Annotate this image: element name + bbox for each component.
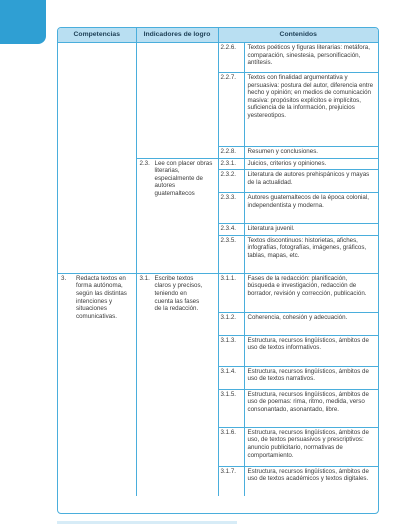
- contenido-num: 3.1.6.: [218, 427, 244, 466]
- indicador-text: Escribe textos claros y precisos, teniendo en cuenta las fases de la redacción.: [154, 274, 203, 313]
- contenido-text: Estructura, recursos lingüísticos, ámbitos de uso de textos informativos.: [244, 335, 378, 366]
- contenido-text: Literatura de autores prehispánicos y mayas de la actualidad.: [244, 170, 378, 193]
- contenido-text: Estructura, recursos lingüísticos, ámbitos de uso de poemas: rima, ritmo, medida, verso consonantado, asonantado, libre.: [244, 389, 378, 427]
- indicador-3-1-cell: [136, 273, 218, 496]
- contenido-num: 2.3.1.: [218, 158, 244, 170]
- contenido-text: Estructura, recursos lingüísticos, ámbitos de uso, de textos persuasivos y prescriptivos: anuncio publicitario, normativas de comportamiento.: [244, 427, 378, 466]
- contenido-num: 3.1.1.: [218, 273, 244, 312]
- contenido-num: 3.1.7.: [218, 466, 244, 496]
- competencia-cell-empty: [58, 43, 136, 274]
- contenido-text: Textos discontinuos: historietas, afiches, infografías, fotografías, imágenes, gráficos, tablas, mapas, etc.: [244, 235, 378, 273]
- contenido-num: 2.3.3.: [218, 193, 244, 224]
- contenido-text: Estructura, recursos lingüísticos, ámbitos de uso de textos narrativos.: [244, 366, 378, 389]
- contenido-num: 2.3.5.: [218, 235, 244, 273]
- header-competencias: Competencias: [58, 28, 136, 43]
- contenido-text: Fases de la redacción: planificación, búsqueda e investigación, redacción de borrador, revisión y corrección, publicación.: [244, 273, 378, 312]
- header-contenidos: Contenidos: [218, 28, 378, 43]
- contenido-num: 2.3.4.: [218, 224, 244, 236]
- header-indicadores: Indicadores de logro: [136, 28, 218, 43]
- contenido-text: Textos con finalidad argumentativa y persuasiva: postura del autor, diferencia entre hecho y opinión; en medios de comunicación masiva: propósitos explícitos e implícitos, suficiencia de la información, prejuicios yestereotipos.: [244, 73, 378, 147]
- page-footer-strip: [57, 521, 237, 524]
- contenido-num: 3.1.2.: [218, 312, 244, 335]
- table-row: [58, 43, 378, 73]
- contenido-num: 2.2.6.: [218, 43, 244, 73]
- contenido-text: Literatura juvenil.: [244, 224, 378, 236]
- competencia-3-cell: [58, 273, 136, 496]
- indicador-2-3-cell: [136, 158, 218, 273]
- contenido-text: Juicios, criterios y opiniones.: [244, 158, 378, 170]
- contenido-text: Textos poéticos y figuras literarias: metáfora, comparación, sinestesia, personificación, antítesis.: [244, 43, 378, 73]
- contenido-text: Estructura, recursos lingüísticos, ámbitos de uso de textos académicos y textos digitales.: [247, 467, 369, 483]
- indicador-num: 3.1.: [139, 274, 150, 282]
- contenido-num: 2.2.8.: [218, 147, 244, 159]
- contenido-num: 3.1.4.: [218, 366, 244, 389]
- contenido-num: 2.2.7.: [218, 73, 244, 147]
- competencia-num: 3.: [61, 274, 67, 282]
- indicador-text: Lee con placer obras literarias, especialmente de autores guatemaltecos: [154, 159, 213, 197]
- competencia-text: Redacta textos en forma autónoma, según las distintas intenciones y situaciones comunicativas.: [76, 274, 127, 320]
- contenido-num: 3.1.3.: [218, 335, 244, 366]
- indicador-cell-empty: [136, 43, 218, 159]
- contenido-num: 3.1.5.: [218, 389, 244, 427]
- table-header-row: [58, 28, 378, 43]
- curriculum-table: [57, 27, 379, 514]
- contenido-num: 2.3.2.: [218, 170, 244, 193]
- contenido-text: Coherencia, cohesión y adecuación.: [244, 312, 378, 335]
- indicador-num: 2.3.: [139, 159, 150, 167]
- table-row: [58, 273, 378, 312]
- page-corner-tab: [0, 0, 46, 44]
- contenido-text: Autores guatemaltecos de la época colonial, independentista y moderna.: [244, 193, 378, 224]
- contenido-text: Resumen y conclusiones.: [244, 147, 378, 159]
